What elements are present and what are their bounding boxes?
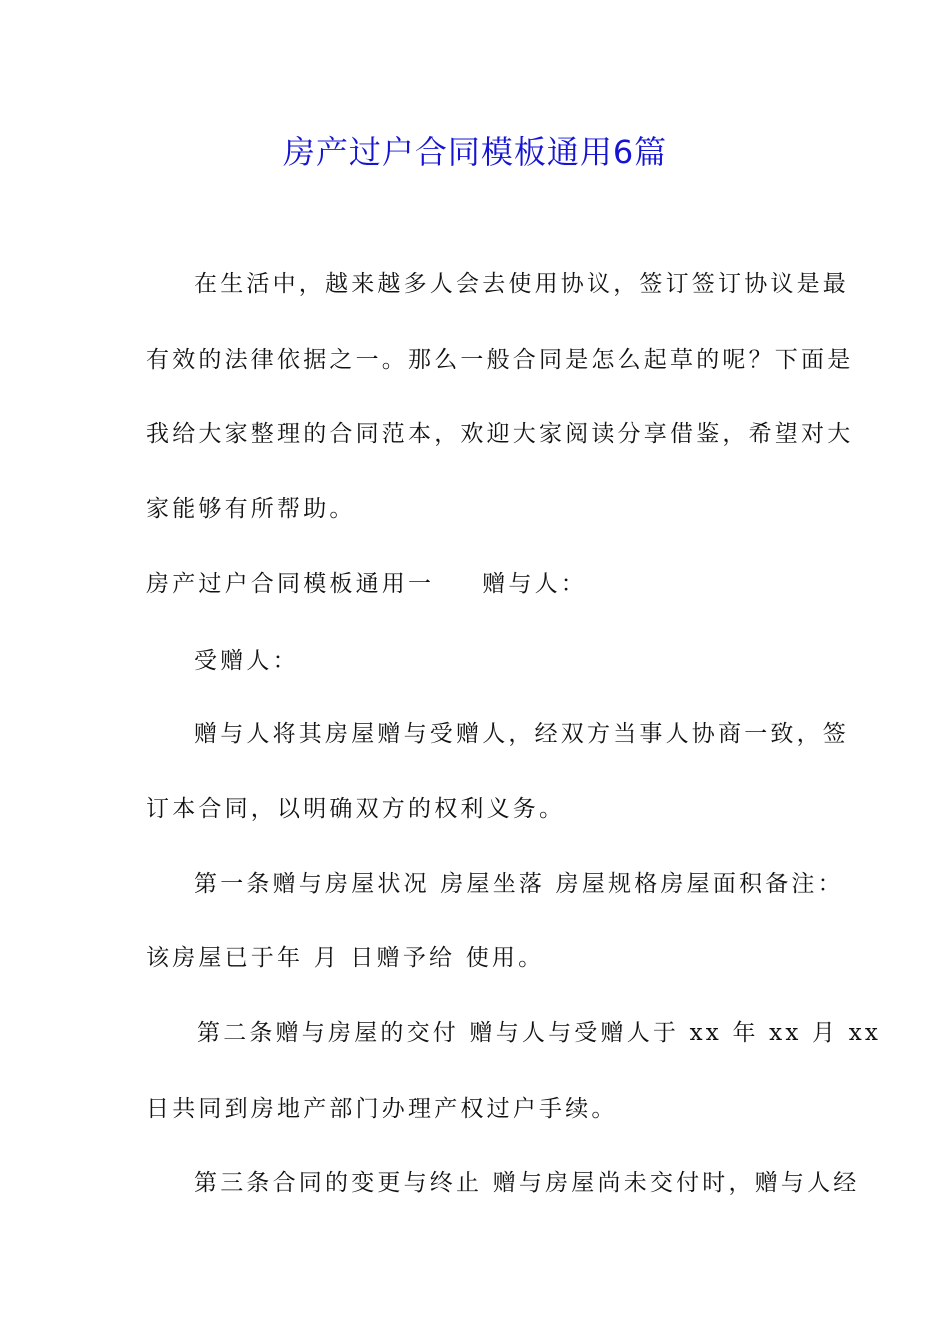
section-heading-line	[146, 568, 810, 600]
paragraph-line: 有效的法律依据之一。那么一般合同是怎么起草的呢？下面是	[146, 347, 854, 373]
paragraph-line: 家能够有所帮助。	[146, 496, 356, 522]
article-line: 第一条赠与房屋状况 房屋坐落 房屋规格房屋面积备注：	[194, 871, 844, 897]
article-line: 第二条赠与房屋的交付 赠与人与受赠人于 xx 年 xx 月 xx	[197, 1020, 882, 1046]
article-line: 第三条合同的变更与终止 赠与房屋尚未交付时，赠与人经	[194, 1170, 860, 1196]
donee-label: 受赠人：	[194, 648, 299, 674]
paragraph-line: 订本合同，以明确双方的权利义务。	[146, 796, 566, 822]
paragraph-line: 日共同到房地产部门办理产权过户手续。	[146, 1096, 618, 1122]
paragraph-line: 赠与人将其房屋赠与受赠人，经双方当事人协商一致，签	[194, 721, 849, 747]
donor-label: 赠与人：	[482, 571, 588, 597]
section-heading: 房产过户合同模板通用一	[146, 571, 435, 597]
paragraph-line: 我给大家整理的合同范本，欢迎大家阅读分享借鉴，希望对大	[146, 421, 854, 447]
document-title: 房产过户合同模板通用6篇	[282, 133, 668, 171]
paragraph-line: 在生活中，越来越多人会去使用协议，签订签订协议是最	[194, 271, 849, 297]
paragraph-line: 该房屋已于年 月 日赠予给 使用。	[146, 945, 545, 971]
